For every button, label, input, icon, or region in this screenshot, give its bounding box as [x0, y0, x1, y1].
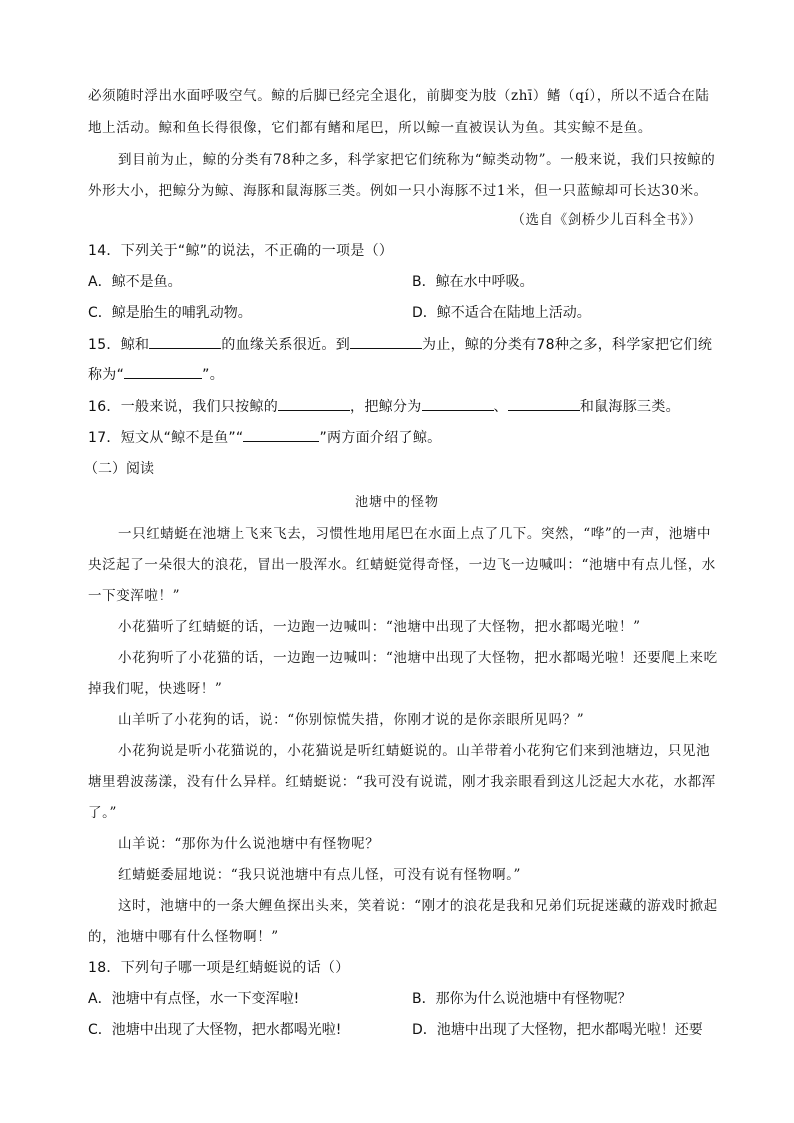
question-14-option-d: D．鲸不适合在陆地上活动。: [412, 305, 591, 321]
story-title: 池塘中的怪物: [354, 495, 439, 510]
question-18-option-c: C．池塘中出现了大怪物，把水都喝光啦!: [88, 1022, 342, 1038]
passage-line: 必须随时浮出水面呼吸空气。鲸的后脚已经完全退化，前脚变为肢（zhī）鳍（qí），所以不适合在陆: [88, 88, 710, 104]
fill-blank[interactable]: [278, 396, 350, 411]
story-line: 这时，池塘中的一条大鲤鱼探出头来，笑着说：“刚才的浪花是我和兄弟们玩捉迷藏的游戏时掀起: [118, 898, 718, 914]
story-line: 红蜻蜓委屈地说：“我只说池塘中有点儿怪，可没有说有怪物啊。”: [118, 867, 522, 883]
story-line: 一下变浑啦！”: [88, 588, 181, 604]
story-line: 央泛起了一朵很大的浪花，冒出一股浑水。红蜻蜓觉得奇怪，一边飞一边喊叫：“池塘中有点儿怪，水: [88, 557, 716, 573]
question-14-option-a: A．鲸不是鱼。: [88, 274, 182, 290]
passage-line: 地上活动。鲸和鱼长得很像，它们都有鳍和尾巴，所以鲸一直被误认为鱼。其实鲸不是鱼。: [88, 120, 652, 136]
fill-blank[interactable]: [350, 334, 422, 349]
story-line: 山羊说：“那你为什么说池塘中有怪物呢？: [118, 836, 380, 852]
passage-source: （选自《剑桥少儿百科全书》）: [511, 212, 702, 228]
passage-line: 外形大小，把鲸分为鲸、海豚和鼠海豚三类。例如一只小海豚不过1米，但一只蓝鲸却可长达30米。: [88, 183, 708, 199]
question-18-option-b: B．那你为什么说池塘中有怪物呢？: [412, 991, 632, 1007]
question-15-text: 为止，鲸的分类有78种之多，科学家把它们统: [422, 337, 713, 353]
question-18-option-a: A．池塘中有点怪，水一下变浑啦!: [88, 991, 300, 1007]
question-18-stem: 18．下列句子哪一项是红蜻蜓说的话（）: [88, 960, 350, 976]
question-18-option-d: D．池塘中出现了大怪物，把水都喝光啦！还要: [412, 1022, 703, 1038]
question-16-text: 和鼠海豚三类。: [579, 399, 680, 415]
question-14-option-b: B．鲸在水中呼吸。: [412, 274, 534, 290]
fill-blank[interactable]: [422, 396, 494, 411]
question-17-text: 17．短文从“鲸不是鱼”“: [88, 430, 244, 446]
fill-blank[interactable]: [508, 396, 580, 411]
question-16: [88, 396, 680, 416]
story-line: 一只红蜻蜓在池塘上飞来飞去，习惯性地用尾巴在水面上点了几下。突然，“哗”的一声，池塘中: [118, 526, 712, 542]
question-17-text: ”两方面介绍了鲸。: [319, 430, 442, 446]
section-heading: （二）阅读: [84, 461, 154, 477]
story-line: 小花狗听了小花猫的话，一边跑一边喊叫：“池塘中出现了大怪物，把水都喝光啦！还要爬上来吃: [118, 650, 718, 666]
passage-line: 到目前为止，鲸的分类有78种之多，科学家把它们统称为“鲸类动物”。一般来说，我们只按鲸的: [118, 152, 716, 168]
question-15-text: ”。: [202, 367, 225, 383]
question-14-option-c: C．鲸是胎生的哺乳动物。: [88, 305, 252, 321]
fill-blank[interactable]: [243, 427, 319, 442]
story-line: 掉我们呢，快逃呀！”: [88, 681, 223, 697]
fill-blank[interactable]: [124, 364, 202, 379]
story-line: 小花猫听了红蜻蜓的话，一边跑一边喊叫：“池塘中出现了大怪物，把水都喝光啦！”: [118, 619, 641, 635]
story-line: 小花狗说是听小花猫说的，小花猫说是听红蜻蜓说的。山羊带着小花狗它们来到池塘边，只见池: [118, 743, 711, 759]
question-16-text: 、: [493, 399, 508, 415]
story-line: 山羊听了小花狗的话，说：“你别惊慌失措，你刚才说的是你亲眼所见吗？”: [118, 712, 585, 728]
story-line: 的，池塘中哪有什么怪物啊！”: [88, 929, 279, 945]
question-15-text: 称为“: [88, 367, 125, 383]
question-14-stem: 14．下列关于“鲸”的说法，不正确的一项是（）: [88, 243, 394, 259]
question-15: [88, 334, 712, 354]
question-15-text: 15．鲸和: [88, 337, 150, 353]
question-17: [88, 427, 441, 447]
question-16-text: 16．一般来说，我们只按鲸的: [88, 399, 279, 415]
question-16-text: ，把鲸分为: [350, 399, 422, 415]
fill-blank[interactable]: [149, 334, 221, 349]
question-15-cont: [88, 364, 224, 384]
question-15-text: 的血缘关系很近。到: [221, 337, 351, 353]
story-line: 了。”: [88, 805, 117, 821]
story-line: 塘里碧波荡漾，没有什么异样。红蜻蜓说：“我可没有说谎，刚才我亲眼看到这儿泛起大水花，水都浑: [88, 774, 716, 790]
